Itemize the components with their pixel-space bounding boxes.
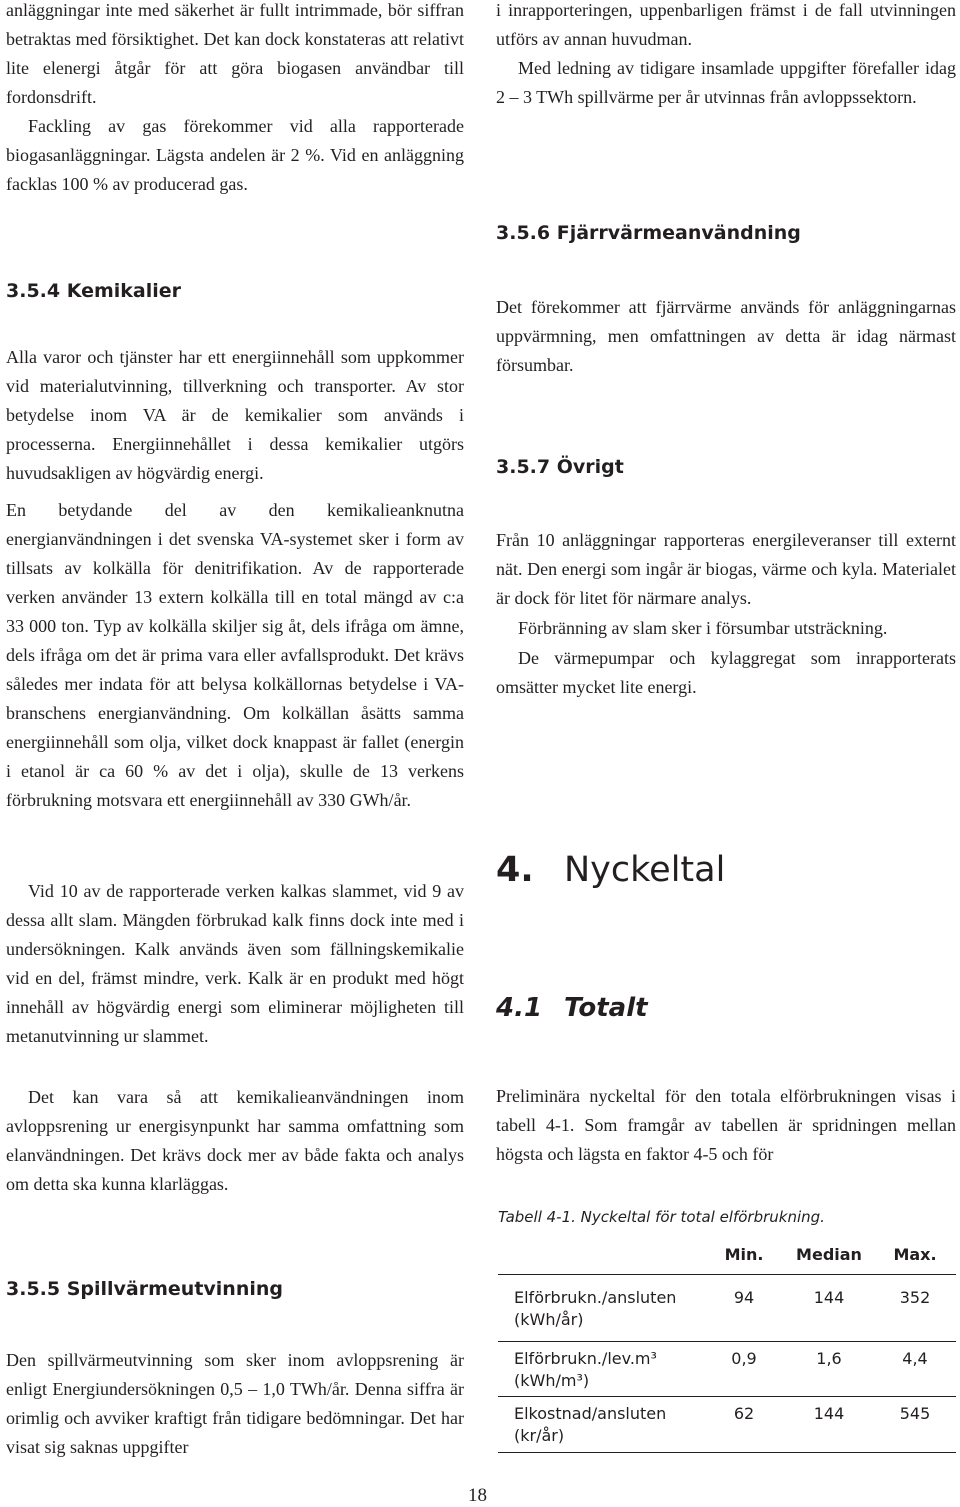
table-row	[498, 1342, 956, 1397]
cell-min: 0,9	[704, 1342, 784, 1397]
table-caption: Tabell 4-1. Nyckeltal för total elförbrukning.	[498, 1208, 825, 1226]
row-label-line2: (kWh/år)	[514, 1310, 584, 1329]
header-median: Median	[796, 1244, 862, 1264]
fackling-paragraph: Fackling av gas förekommer vid alla rapporterade biogasanläggningar. Lägsta andelen är 2 %. Vid en anläggning facklas 100 % av producerad gas.	[6, 116, 464, 194]
page-number: 18	[468, 1485, 487, 1506]
kalk-paragraph: Vid 10 av de rapporterade verken kalkas slammet, vid 9 av dessa allt slam. Mängden förbrukad kalk finns dock inte med i undersökningen. Kalk används även som fällningskemikalie vid en del, främst mindre, verk. Kalk är en produkt med högt innehåll av högvärdig energi som eliminerar möjligheten till metanutvinning ur slammet.	[6, 881, 464, 1046]
section-heading	[496, 993, 648, 1023]
cell-median: 144	[784, 1397, 874, 1452]
chapter-heading	[496, 850, 725, 890]
kemikalier-paragraph: Alla varor och tjänster har ett energiinnehåll som uppkommer vid materialutvinning, tillverkning och transporter. Av stor betydelse inom VA är de kemikalier som används i processerna. Energiinnehållet i dessa kemikalier utgörs huvudsakligen av högvärdig energi.	[6, 347, 464, 483]
table-row	[498, 1397, 956, 1452]
header-max: Max.	[893, 1244, 937, 1264]
spillvarme-paragraph: Den spillvärmeutvinning som sker inom avloppsrening är enligt Energiundersökningen 0,5 – 1,0 TWh/år. Denna siffra är orimlig och avviker kraftigt från tidigare bedömningar. Det har visat sig saknas uppgifter	[6, 1350, 464, 1457]
kemikalier-heading: 3.5.4 Kemikalier	[6, 280, 182, 302]
row-label-line2: (kr/år)	[514, 1426, 565, 1445]
spillvarme-continued-paragraph: i inrapporteringen, uppenbarligen främst i de fall utvinningen utförs av annan huvudman.	[496, 0, 956, 49]
nyckeltal-table	[498, 1234, 956, 1451]
cell-min: 94	[704, 1275, 784, 1342]
fjarrvarme-paragraph: Det förekommer att fjärrvärme används för anläggningarnas uppvärmning, men omfattningen av detta är idag närmast försumbar.	[496, 297, 956, 375]
totalt-paragraph: Preliminära nyckeltal för den totala elförbrukningen visas i tabell 4-1. Som framgår av tabellen är spridningen mellan högsta och lägsta en faktor 4-5 och för	[496, 1086, 956, 1164]
spillvarme-estimate-paragraph: Med ledning av tidigare insamlade uppgifter förefaller idag 2 – 3 TWh spillvärme per år utvinnas från avloppssektorn.	[496, 58, 956, 107]
cell-median: 144	[784, 1275, 874, 1342]
row-label	[498, 1275, 704, 1342]
row-label-line1: Elkostnad/ansluten	[514, 1404, 667, 1423]
ovrigt-paragraph: Från 10 anläggningar rapporteras energileveranser till externt nät. Den energi som ingår är biogas, värme och kyla. Materialet är dock för litet för närmare analys.	[496, 530, 956, 608]
cell-max: 545	[874, 1397, 956, 1452]
table-header-row	[498, 1234, 956, 1275]
intro-paragraph: anläggningar inte med säkerhet är fullt intrimmade, bör siffran betraktas med försiktighet. Det kan dock konstateras att relativt lite elenergi åtgår för att göra biogasen användbar till fordonsdrift.	[6, 0, 464, 107]
chapter-title: Nyckeltal	[564, 850, 726, 890]
kemikalieanvandning-paragraph: Det kan vara så att kemikalieanvändningen inom avloppsrening ur energisynpunkt har samma omfattning som elanvändningen. Det krävs dock mer av både fakta och analys om detta ska kunna klarläggas.	[6, 1087, 464, 1194]
varmepumpar-paragraph: De värmepumpar och kylaggregat som inrapporterats omsätter mycket lite energi.	[496, 648, 956, 697]
row-label-line2: (kWh/m³)	[514, 1371, 590, 1390]
chapter-number: 4.	[496, 850, 534, 890]
header-min: Min.	[724, 1244, 764, 1264]
ovrigt-heading: 3.5.7 Övrigt	[496, 456, 624, 478]
row-label	[498, 1397, 704, 1452]
table-bottom-rule	[498, 1452, 956, 1453]
row-label	[498, 1342, 704, 1397]
kolkalla-paragraph: En betydande del av den kemikalieanknutna energianvändningen i det svenska VA-systemet sker i form av tillsats av kolkälla för denitrifikation. Av de rapporterade verken använder 13 extern kolkälla till en total mängd av c:a 33 000 ton. Typ av kolkälla skiljer sig åt, dels ifråga om ämne, dels ifråga om det är prima vara eller avfallsprodukt. Det krävs således mer indata för att belysa kolkällornas betydelse i VA-branschens energianvändning. Om kolkällan åsätts samma energiinnehåll som olja, vilket dock knappast är fallet (energin i etanol är ca 60 % av det i olja), skulle de 13 verkens förbrukning motsvara ett energiinnehåll av 330 GWh/år.	[6, 500, 464, 810]
forbranning-paragraph: Förbränning av slam sker i försumbar utsträckning.	[518, 618, 888, 638]
table-row	[498, 1275, 956, 1342]
row-label-line1: Elförbrukn./ansluten	[514, 1288, 677, 1307]
cell-max: 4,4	[874, 1342, 956, 1397]
section-title: Totalt	[564, 993, 648, 1023]
spillvarme-heading: 3.5.5 Spillvärmeutvinning	[6, 1278, 283, 1300]
cell-min: 62	[704, 1397, 784, 1452]
fjarrvarme-heading: 3.5.6 Fjärrvärmeanvändning	[496, 222, 801, 244]
row-label-line1: Elförbrukn./lev.m³	[514, 1349, 657, 1368]
cell-median: 1,6	[784, 1342, 874, 1397]
cell-max: 352	[874, 1275, 956, 1342]
section-number: 4.1	[496, 993, 543, 1023]
